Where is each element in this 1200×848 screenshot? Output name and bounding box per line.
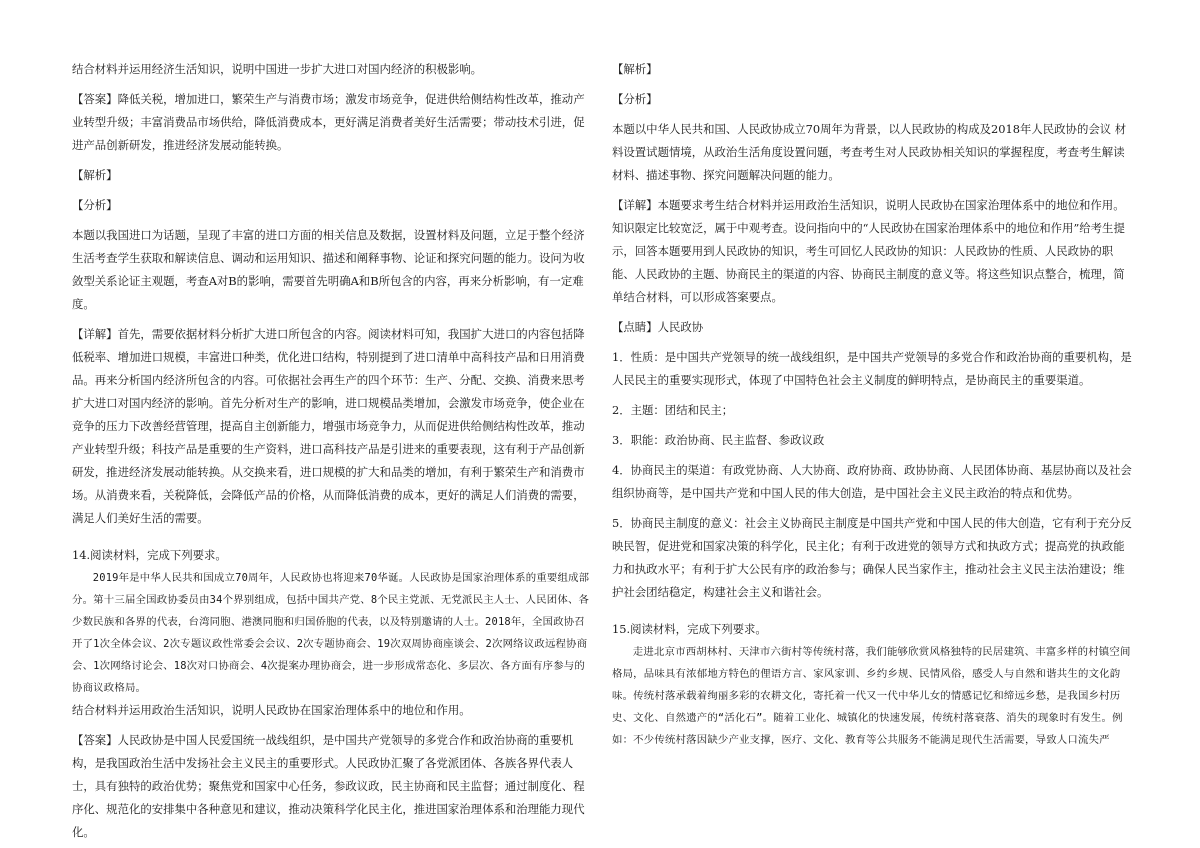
key-point-significance: 5．协商民主制度的意义：社会主义协商民主制度是中国共产党和中国人民的伟大创造，它有利于充分反映民智，促进党和国家决策的科学化，民主化；有利于改进党的领导方式和执政方式；提高党的执政能力和执政水平；有利于扩大公民有序的政治参与；确保人民当家作主，推动社会主义民主法治建设；维护社会团结稳定，构建社会主义和谐社会。 (612, 516, 1132, 599)
question-15-heading: 15.阅读材料，完成下列要求。 (612, 622, 767, 636)
analysis-paragraph: 本题以中华人民共和国、人民政协成立70周年为背景，以人民政协的构成及2018年人民政协的会议 材料设置试题情境，从政治生活角度设置问题，考查考生对人民政协相关知识的掌握程度，考查考生解读材料、描述事物、探究问题解决问题的能力。 (612, 122, 1127, 182)
key-point-heading: 【点睛】人民政协 (612, 320, 704, 334)
key-point-channels: 4．协商民主的渠道：有政党协商、人大协商、政府协商、政协协商、人民团体协商、基层协商以及社会组织协商等，是中国共产党和中国人民的伟大创造，是中国社会主义民主政治的特点和优势。 (612, 463, 1132, 500)
analysis-subheading: 【分析】 (612, 92, 658, 106)
question-prompt: 结合材料并运用经济生活知识，说明中国进一步扩大进口对国内经济的积极影响。 (72, 62, 483, 76)
analysis-paragraph: 本题以我国进口为话题，呈现了丰富的进口方面的相关信息及数据，设置材料及问题，立足于整个经济生活考查学生获取和解读信息、调动和运用知识、描述和阐释事物、论证和探究问题的能力。设问为收敛型关系论证主观题，考查A对B的影响，需要首先明确A和B所包含的内容，再来分析影响，有一定难度。 (72, 228, 585, 311)
question-14-prompt: 结合材料并运用政治生活知识，说明人民政协在国家治理体系中的地位和作用。 (72, 703, 471, 717)
key-point-functions: 3．职能：政治协商、民主监督、参政议政 (612, 433, 825, 447)
analysis-heading: 【解析】 (72, 168, 118, 182)
key-point-nature: 1．性质：是中国共产党领导的统一战线组织，是中国共产党领导的多党合作和政治协商的重要机构，是人民民主的重要实现形式，体现了中国特色社会主义制度的鲜明特点，是协商民主的重要渠道。 (612, 350, 1132, 387)
left-column (72, 58, 592, 844)
answer-paragraph: 【答案】降低关税，增加进口，繁荣生产与消费市场；激发市场竞争，促进供给侧结构性改革，推动产业转型升级；丰富消费品市场供给，降低消费成本，更好满足消费者美好生活需要；带动技术引进，促进产品创新研发，推进经济发展动能转换。 (72, 92, 585, 152)
detail-paragraph: 【详解】首先，需要依据材料分析扩大进口所包含的内容。阅读材料可知，我国扩大进口的内容包括降低税率、增加进口规模，丰富进口种类，优化进口结构，特别提到了进口清单中高科技产品和日用消费品。再来分析国内经济所包含的内容。可依据社会再生产的四个环节：生产、分配、交换、消费来思考扩大进口对国内经济的影响。首先分析对生产的影响，进口规模品类增加，会激发市场竞争，使企业在竞争的压力下改善经营管理，提高自主创新能力，增强市场竞争力，从而促进供给侧结构性改革，推动产业转型升级；科技产品是重要的生产资料，进口高科技产品是引进来的重要表现，这有利于产品创新研发，推进经济发展动能转换。从交换来看，进口规模的扩大和品类的增加，有利于繁荣生产和消费市场。从消费来看，关税降低，会降低产品的价格，从而降低消费的成本，更好的满足人们消费的需要，满足人们美好生活的需要。 (72, 327, 585, 525)
question-15-material: 走进北京市西胡林村、天津市六街村等传统村落，我们能够欣赏风格独特的民居建筑、丰富多样的村镇空间格局，品味具有浓郁地方特色的俚语方言、家风家训、乡约乡规、民情风俗，感受人与自然和谐共生的文化韵味。传统村落承载着绚丽多彩的农耕文化，寄托着一代又一代中华儿女的情感记忆和缔远乡愁，是我国乡村历史、文化、自然遗产的“活化石”。随着工业化、城镇化的快速发展，传统村落衰落、消失的现象时有发生。例如：不少传统村落因缺少产业支撑，医疗、文化、教育等公共服务不能满足现代生活需要，导致人口流失严 (612, 646, 1131, 746)
detail-paragraph: 【详解】本题要求考生结合材料并运用政治生活知识，说明人民政协在国家治理体系中的地位和作用。知识限定比较宽泛，属于中观考查。设问指向中的“人民政协在国家治理体系中的地位和作用”给考生提示，回答本题要用到人民政协的知识，考生可回忆人民政协的知识：人民政协的性质、人民政协的职能、人民政协的主题、协商民主的渠道的内容、协商民主制度的意义等。将这些知识点整合，梳理，简单结合材料，可以形成答案要点。 (612, 198, 1125, 304)
analysis-subheading: 【分析】 (72, 198, 118, 212)
right-column (612, 58, 1132, 751)
question-14-heading: 14.阅读材料，完成下列要求。 (72, 548, 227, 562)
key-point-theme: 2．主题：团结和民主； (612, 403, 734, 417)
question-14-answer: 【答案】人民政协是中国人民爱国统一战线组织，是中国共产党领导的多党合作和政治协商的重要机构，是我国政治生活中发扬社会主义民主的重要形式。人民政协汇聚了各党派团体、各族各界代表人士，具有独特的政治优势；聚焦党和国家中心任务，参政议政，民主协商和民主监督；通过制度化、程序化、规范化的安排集中各种意见和建议，推动决策科学化民主化，推进国家治理体系和治理能力现代化。 (72, 733, 585, 839)
question-14-material: 2019年是中华人民共和国成立70周年，人民政协也将迎来70华诞。人民政协是国家治理体系的重要组成部分。第十三届全国政协委员由34个界别组成，包括中国共产党、8个民主党派、无党派民主人士、人民团体、各少数民族和各界的代表，台湾同胞、港澳同胞和归国侨胞的代表，以及特别邀请的人士。2018年，全国政协召开了1次全体会议、2次专题议政性常委会会议、2次专题协商会、19次双周协商座谈会、2次网络议政远程协商会、1次网络讨论会、18次对口协商会、4次提案办理协商会，进一步形成常态化、多层次、各方面有序参与的协商议政格局。 (72, 572, 590, 694)
analysis-heading: 【解析】 (612, 62, 658, 76)
